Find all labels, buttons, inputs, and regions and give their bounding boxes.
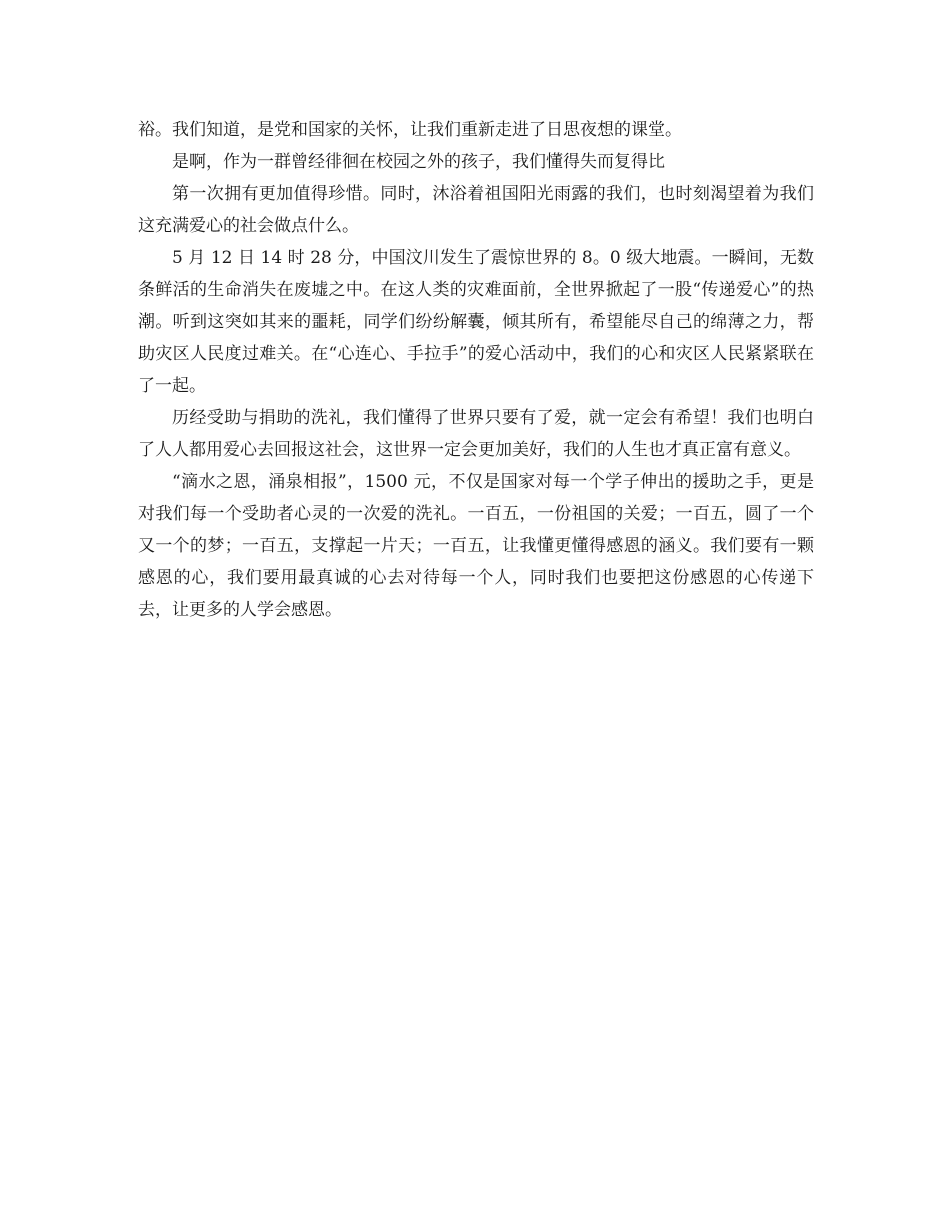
document-body: [138, 114, 814, 626]
paragraph: 历经受助与捐助的洗礼，我们懂得了世界只要有了爱，就一定会有希望！我们也明白了人人都用爱心去回报这社会，这世界一定会更加美好，我们的人生也才真正富有意义。: [138, 408, 814, 460]
paragraph: 第一次拥有更加值得珍惜。同时，沐浴着祖国阳光雨露的我们，也时刻渴望着为我们这充满爱心的社会做点什么。: [138, 184, 814, 236]
paragraph: 是啊，作为一群曾经徘徊在校园之外的孩子，我们懂得失而复得比: [172, 152, 665, 172]
paragraph: 5 月 12 日 14 时 28 分，中国汶川发生了震惊世界的 8。0 级大地震。一瞬间，无数条鲜活的生命消失在废墟之中。在这人类的灾难面前，全世界掀起了一股“传递爱心”的热潮。听到这突如其来的噩耗，同学们纷纷解囊，倾其所有，希望能尽自己的绵薄之力，帮助灾区人民度过难关。在“心连心、手拉手”的爱心活动中，我们的心和灾区人民紧紧联在了一起。: [138, 248, 814, 396]
paragraph: “滴水之恩，涌泉相报”，1500 元，不仅是国家对每一个学子伸出的援助之手，更是对我们每一个受助者心灵的一次爱的洗礼。一百五，一份祖国的关爱；一百五，圆了一个又一个的梦；一百五，支撑起一片天；一百五，让我懂更懂得感恩的涵义。我们要有一颗感恩的心，我们要用最真诚的心去对待每一个人，同时我们也要把这份感恩的心传递下去，让更多的人学会感恩。: [138, 472, 814, 620]
paragraph-continuation: 裕。我们知道，是党和国家的关怀，让我们重新走进了日思夜想的课堂。: [138, 120, 682, 140]
